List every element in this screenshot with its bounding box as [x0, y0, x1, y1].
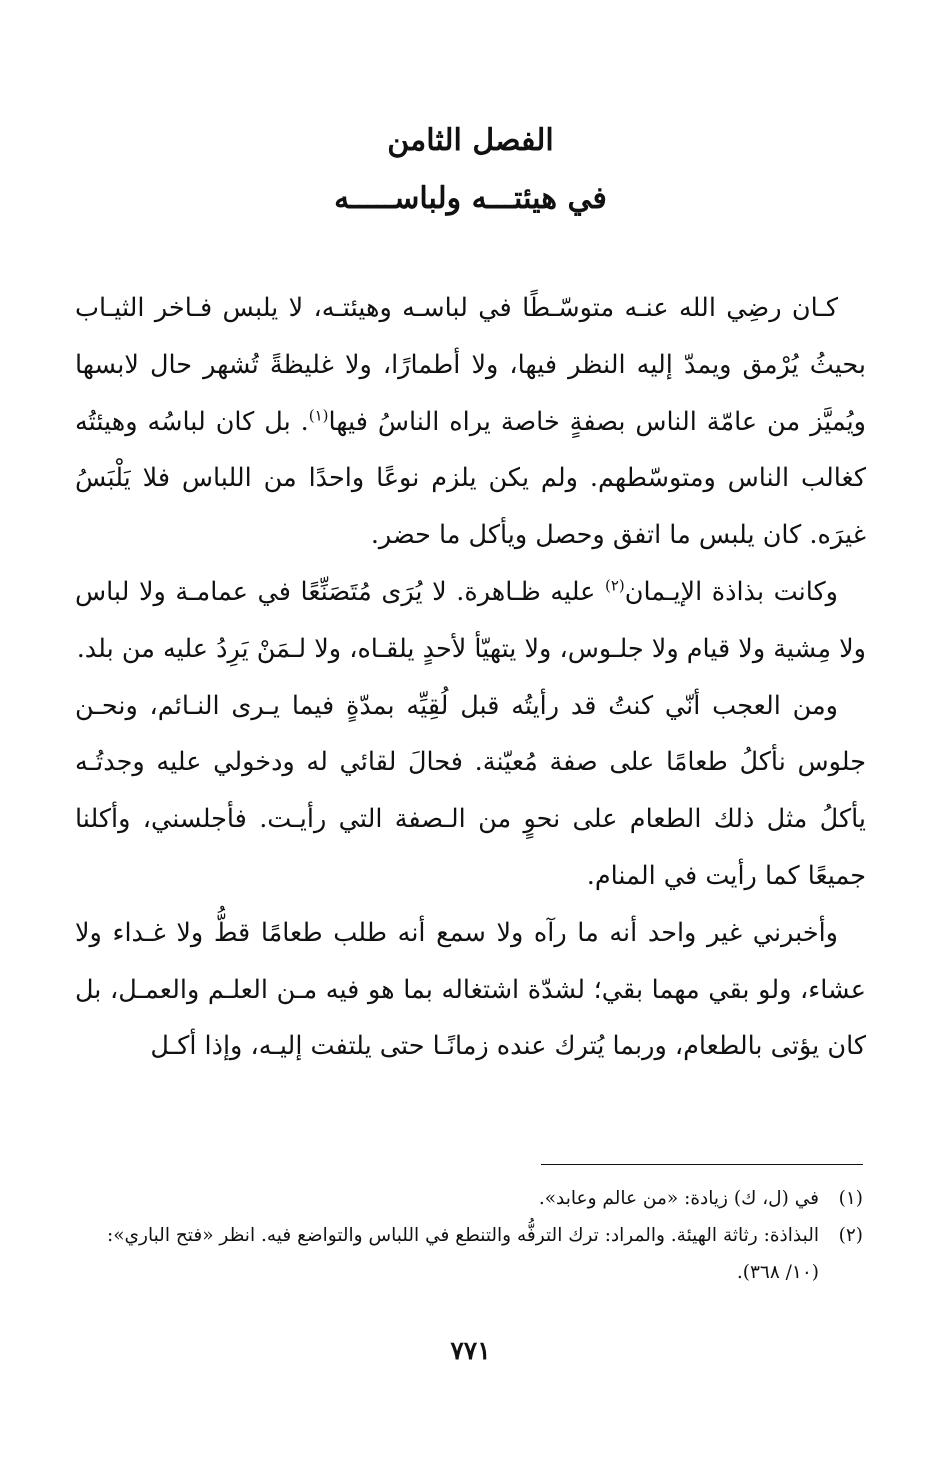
paragraph-2-part-a: وكانت بذاذة الإيـمان: [624, 576, 838, 607]
main-text: [75, 280, 866, 1075]
footnote-ref-1[interactable]: (١): [308, 406, 329, 425]
footnote-1-text: في (ل، ك) زيادة: «من عالم وعابد».: [538, 1188, 819, 1209]
chapter-heading: [0, 112, 941, 228]
chapter-title: الفصل الثامن: [387, 123, 554, 158]
footnote-1: [75, 1180, 863, 1217]
footnotes: [75, 1180, 863, 1291]
footnote-ref-2[interactable]: (٢): [604, 576, 625, 595]
footnote-2: [75, 1217, 863, 1291]
page-number: ٧٧١: [450, 1336, 491, 1365]
paragraph-4: وأخبرني غير واحد أنه ما رآه ولا سمع أنه طلب طعامًا قطُّ ولا غـداء ولا عشاء، ولو بقي مهما بقي؛ لشدّة اشتغاله بما هو فيه مـن العلـم والعمـل، بل كان يؤتى بالطعام، وربما يُترك عنده زمانًـا حتى يلتفت إليـه، وإذا أكـل: [75, 917, 866, 1062]
paragraph-3: ومن العجب أنّي كنتُ قد رأيتُه قبل لُقِيِّه بمدّةٍ فيما يـرى النـائم، ونحـن جلوس نأكلُ طعامًا على صفة مُعيّنة. فحالَ لقائي له ودخولي عليه وجدتُـه يأكلُ مثل ذلك الطعام على نحوٍ من الـصفة التي رأيـت. فأجلسني، وأكلنا جميعًا كما رأيت في المنام.: [75, 690, 866, 891]
paragraph-1: [75, 280, 866, 564]
paragraph-1-part-b: . بل كان لباسُه وهيئتُه كغالب الناس ومتوسّطهم. ولم يكن يلزم نوعًا واحدًا من اللباس فلا يَلْبَسُ غيرَه. كان يلبس ما اتفق وحصل ويأكل ما حضر.: [75, 406, 866, 551]
footnote-divider: [541, 1164, 863, 1165]
footnote-2-text: البذاذة: رثاثة الهيئة. والمراد: ترك الترفُّه والتنطع في اللباس والتواضع فيه. انظر «فتح الباري»: (١٠/ ٣٦٨).: [107, 1225, 819, 1283]
paragraph-2: [75, 564, 866, 678]
footnote-1-number: (١): [838, 1188, 863, 1209]
chapter-subtitle: في هيئتـــه ولباســـــه: [334, 181, 607, 216]
paragraph-2-part-b: عليه ظـاهرة. لا يُرَى مُتَصَنِّعًا في عمامـة ولا لباس ولا مِشية ولا قيام ولا جلـوس، ولا يتهيّأ لأحدٍ يلقـاه، ولا لـمَنْ يَرِدُ عليه من بلد.: [75, 576, 866, 664]
footnote-2-number: (٢): [838, 1225, 863, 1246]
paragraph-1-part-a: كـان رضِي الله عنـه متوسّـطًا في لباسـه وهيئتـه، لا يلبس فـاخر الثيـاب بحيثُ يُرْمق ويمدّ إليه النظر فيها، ولا أطمارًا، ولا غليظةً تُشهر حال لابسها ويُميَّز من عامّة الناس بصفةٍ خاصة يراه الناسُ فيها: [75, 293, 866, 437]
